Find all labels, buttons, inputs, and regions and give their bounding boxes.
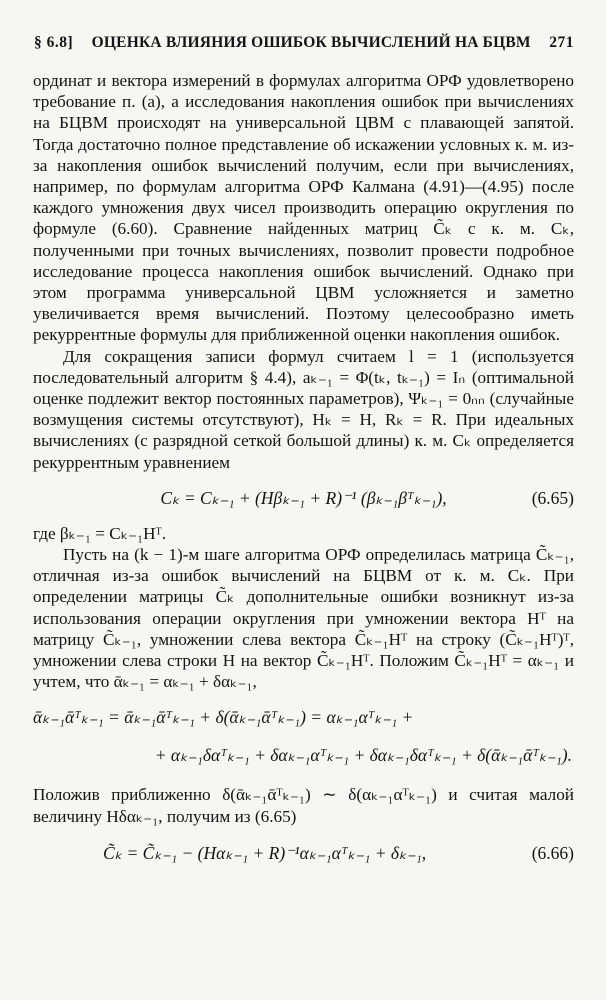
section-ref: § 6.8] [34, 34, 74, 51]
running-title: ОЦЕНКА ВЛИЯНИЯ ОШИБОК ВЫЧИСЛЕНИЙ НА БЦВМ [91, 34, 531, 51]
paragraph-4: Пусть на (k − 1)-м шаге алгоритма ОРФ определилась матрица C̃ₖ₋₁, отличная из-за ошибок вычислений на БЦВМ от к. м. Cₖ. При определении матрицы C̃ₖ дополнительные ошибки возникнут из-за использования операции округления при умножении вектора Hᵀ на матрицу C̃ₖ₋₁, умножении слева вектора C̃ₖ₋₁Hᵀ на строку (C̃ₖ₋₁Hᵀ)ᵀ, умножении слева строки H на вектор C̃ₖ₋₁Hᵀ. Положим C̃ₖ₋₁Hᵀ = αₖ₋₁ и учтем, что ᾱₖ₋₁ = αₖ₋₁ + δαₖ₋₁, [33, 545, 574, 692]
page-body [33, 70, 574, 873]
equation-6-65 [33, 481, 574, 517]
equation-6-65-number: (6.65) [531, 488, 574, 509]
equation-alpha-line-1-formula: ᾱₖ₋₁ᾱᵀₖ₋₁ = ᾱₖ₋₁ᾱᵀₖ₋₁ + δ(ᾱₖ₋₁ᾱᵀₖ₋₁) = αₖ₋₁αᵀₖ₋₁ + [33, 706, 414, 727]
paragraph-1: ординат и вектора измерений в формулах алгоритма ОРФ удовлетворено требование п. (а), а исследования накопления ошибок при вычислениях на БЦВМ происходят на универсальной ЦВМ с плавающей запятой. Тогда достаточно полное представление об искажении условных к. м. из-за накопления ошибок вычислений получим, если при вычислениях, например, по формулам алгоритма ОРФ Калмана (4.91)—(4.95) после каждого умножения двух чисел производить операцию округления по формуле (6.60). Сравнение найденных матриц C̃ₖ с к. м. Cₖ, полученными при точных вычислениях, позволит провести подробное исследование процесса накопления ошибок вычислений. Однако при этом программа универсальной ЦВМ усложняется и заметно увеличивается время вычислений. Поэтому целесообразно иметь рекуррентные формулы для приближенной оценки накопления ошибок. [33, 71, 574, 345]
equation-6-65-formula: Cₖ = Cₖ₋₁ + (Hβₖ₋₁ + R)⁻¹ (βₖ₋₁βᵀₖ₋₁), [160, 488, 447, 509]
page-header [34, 34, 574, 52]
equation-6-66 [33, 835, 574, 873]
equation-6-66-number: (6.66) [531, 843, 574, 864]
paragraph-3: где βₖ₋₁ = Cₖ₋₁Hᵀ. [33, 523, 167, 543]
paragraph-5: Положив приближенно δ(ᾱₖ₋₁ᾱᵀₖ₋₁) ∼ δ(αₖ₋₁αᵀₖ₋₁) и считая малой величину Hδαₖ₋₁, получим из (6.65) [33, 785, 574, 826]
equation-alpha-line-2-formula: + αₖ₋₁δαᵀₖ₋₁ + δαₖ₋₁αᵀₖ₋₁ + δαₖ₋₁δαᵀₖ₋₁ + δ(ᾱₖ₋₁ᾱᵀₖ₋₁). [154, 744, 572, 765]
equation-alpha-line-2 [33, 736, 574, 774]
paragraph-2: Для сокращения записи формул считаем l = 1 (используется последовательный алгоритм § 4.4), aₖ₋₁ = Φ(tₖ, tₖ₋₁) = Iₙ (оптимальной оценке подлежит вектор постоянных параметров), Ψₖ₋₁ = 0ₙₙ (случайные возмущения системы отсутствуют), Hₖ = H, Rₖ = R. При идеальных вычислениях (с разрядной сеткой большой длины) к. м. Cₖ определяется рекуррентным уравнением [33, 346, 574, 472]
equation-alpha-line-1 [33, 698, 574, 736]
page-number: 271 [549, 34, 574, 51]
equation-6-66-formula: C̃ₖ = C̃ₖ₋₁ − (Hαₖ₋₁ + R)⁻¹αₖ₋₁αᵀₖ₋₁ + δₖ₋₁, [103, 843, 427, 864]
